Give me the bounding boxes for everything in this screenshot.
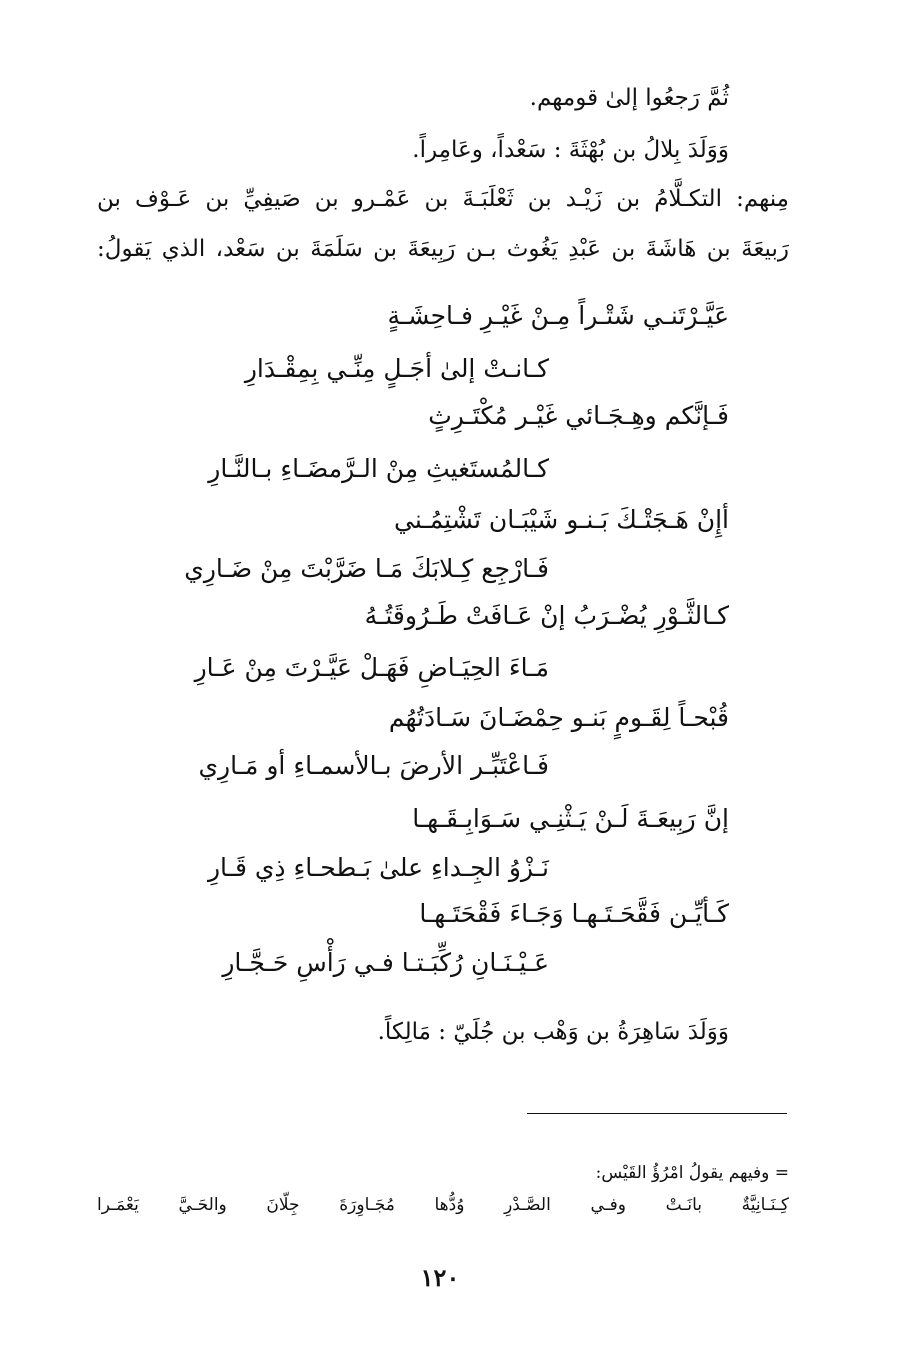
verse-first-hemistich: كـالثَّـوْرِ يُضْـرَبُ إنْ عَـافَتْ طَـرُوقَتُـهُ	[364, 601, 729, 630]
footnote-intro: = وفيهم يقولُ امْرُؤُ القَيْس:	[595, 1163, 789, 1183]
verse-second-hemistich: كـانـتْ إلىٰ أجَـلٍ مِنِّـي بِمِقْـدَارِ	[244, 354, 549, 383]
verse-second-hemistich: فَـاعْتَبِّـر الأرضَ بـالأسمـاءِ أو مَـارِي	[198, 751, 549, 780]
verse-first-hemistich: فَـإنَّكم وهِـجَـائي غَيْـر مُكْتَـرِثٍ	[428, 401, 729, 430]
verse-second-hemistich: فَـارْجِع كِـلابَكَ مَـا ضَرَّبْتَ مِنْ ضَـارِي	[184, 554, 549, 583]
footnote-verse: كِـنَـانِيَّةٌ بانَـتْ وفـي الصَّـدْرِ وُدُّها مُجَـاوِرَةَ جِلّانَ والحَـيَّ يَعْمَـرا	[97, 1195, 789, 1215]
footnote-divider	[527, 1113, 787, 1114]
verse-second-hemistich: كـالمُستَغيثِ مِنْ الـرَّمضَـاءِ بـالنَّـارِ	[208, 454, 549, 483]
verse-second-hemistich: مَـاءَ الحِيَـاضِ فَهَـلْ عَيَّـرْتَ مِنْ عَـارِ	[194, 653, 549, 682]
prose-line-3: مِنهم: التكـلَّامُ بن زَيْـد بن ثَعْلَبَـةَ بن عَمْـرو بن صَيفِيِّ بن عَـوْف بن	[97, 186, 789, 212]
closing-line: وَوَلَدَ سَاهِرَةُ بن وَهْب بن جُلَيّ : مَالِكاً.	[377, 1019, 729, 1045]
verse-first-hemistich: أإِنْ هَـجَتْـكَ بَـنـو شَيْبَـان تَشْتِمُـني	[394, 505, 729, 534]
verse-first-hemistich: إنَّ رَبِيعَـةَ لَـنْ يَـثْنِـي سَـوَابِـقَـهـا	[412, 804, 729, 833]
page-number: ١٢٠	[420, 1263, 460, 1292]
prose-line-1: ثُمَّ رَجعُوا إلىٰ قومهم.	[529, 85, 729, 111]
prose-line-2: وَوَلَدَ بِلالُ بن بُهْثَةَ : سَعْداً، وعَامِراً.	[412, 137, 729, 163]
verse-first-hemistich: كَـأيِّـن فَقَّحَـتَـهـا وَجَـاءَ فَقْحَتَـهـا	[419, 899, 729, 928]
prose-line-4: رَبيعَةَ بن هَاشَةَ بن عَبْدِ يَغُوث بـن رَبِيعَةَ بن سَلَمَةَ بن سَعْد، الذي يَقولُ:	[97, 236, 789, 262]
verse-first-hemistich: عَيَّـرْتَنـي شَتْـراً مِـنْ غَيْـرِ فـاحِشَـةٍ	[387, 301, 729, 330]
verse-first-hemistich: قُبْحـاً لِقَـومٍ بَنـو حِمْضَـانَ سَـادَتُهُم	[388, 703, 729, 732]
verse-second-hemistich: عَـيْـنَـانِ رُكِّبَـتـا فـي رَأْسِ حَـجَّـارِ	[222, 948, 549, 977]
verse-second-hemistich: نَـزْوُ الجِـداءِ علىٰ بَـطحـاءِ ذِي قَـارِ	[207, 853, 549, 882]
